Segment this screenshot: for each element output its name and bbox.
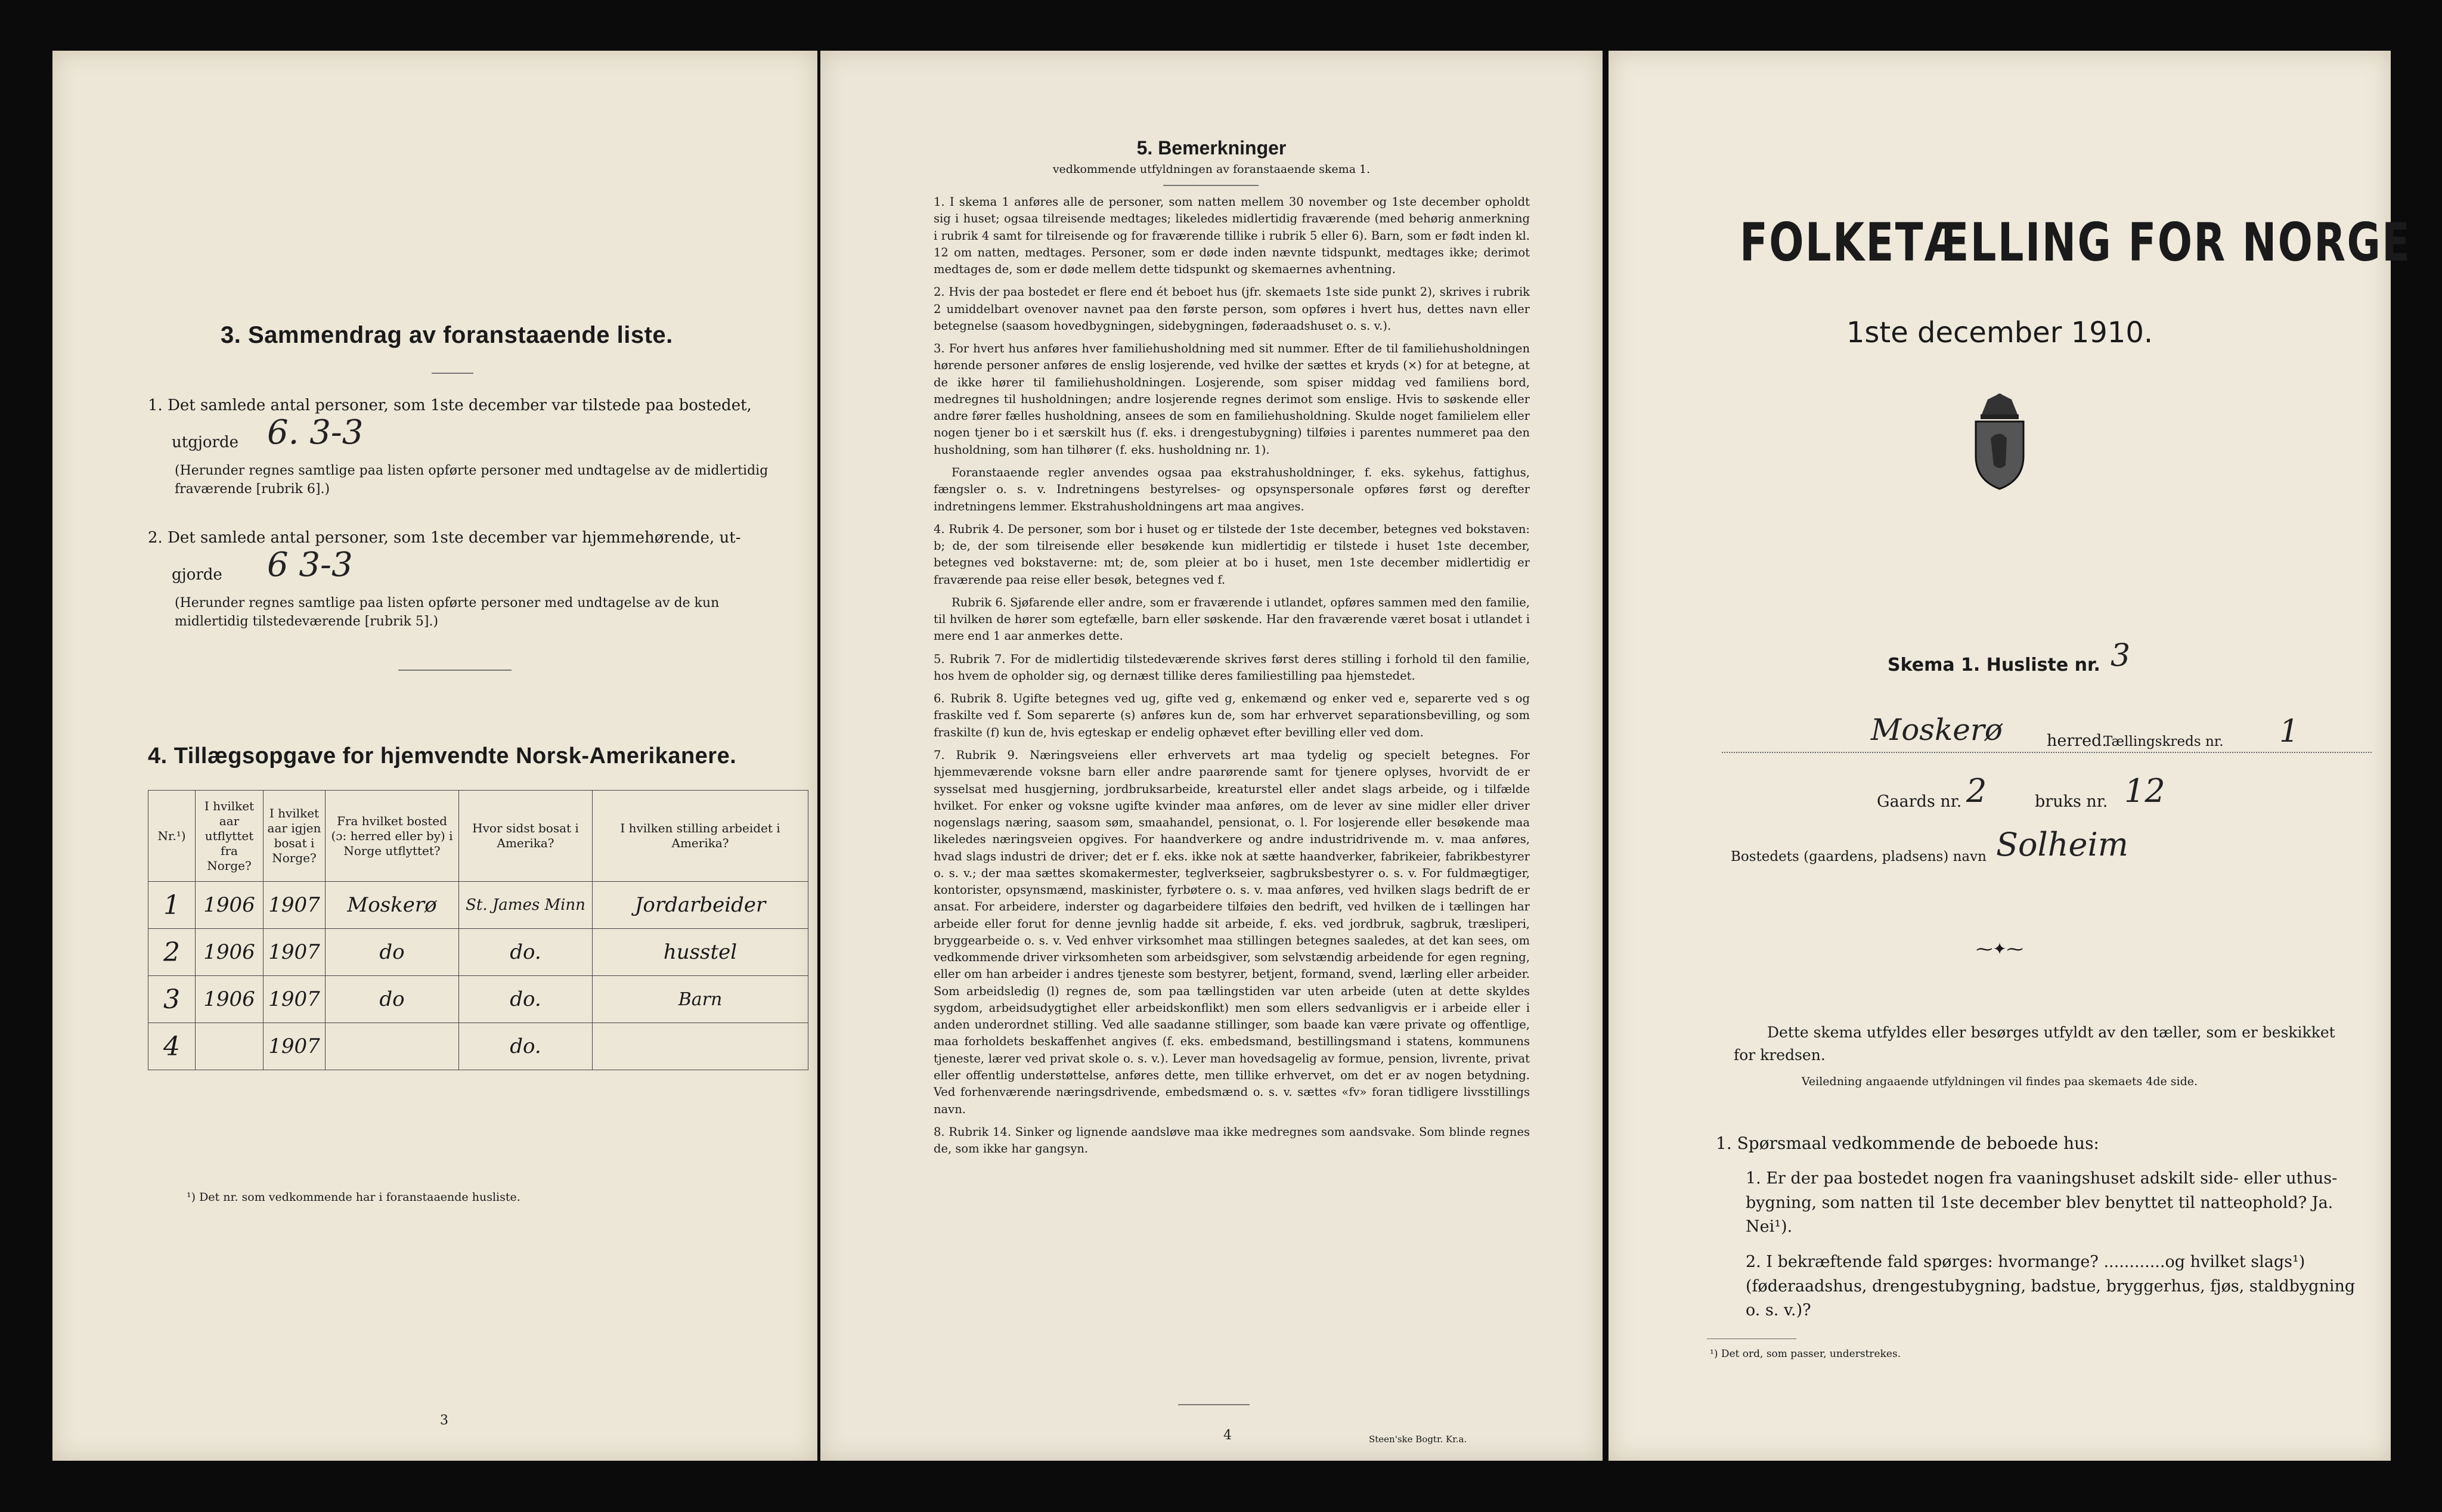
remark-2: 2. Hvis der paa bostedet er flere end ét beboet hus (jfr. skemaets 1ste side punkt 2), skrives i rubrik 2 umiddelbart ovenover navnet paa den første person, som opføres i hvert hus, dettes navn eller betegnelse (saasom hovedbygningen, sidebygningen, føderaadshuset o. s. v.). <box>934 285 1530 333</box>
col-nr: Nr.¹) <box>148 791 196 882</box>
kreds-value: 1 <box>2279 714 2300 749</box>
footnote: ¹) Det ord, som passer, understrekes. <box>1710 1348 1901 1360</box>
remark-1: 1. I skema 1 anføres alle de personer, som natten mellem 30 november og 1ste december opholdt sig i huset; ogsaa tilreisende medtages; likeledes midlertidig fraværende (med behørig anmerkning i rubrik 4 samt for tilreisende og for fraværende tillike i rubrik 5 eller 6). Barn, som er født inden kl. 12 om natten, medtages. Personer, som er døde inden nævnte tidspunkt, medtages ikke; derimot medtages de, som er døde mellem dette tidspunkt og skemaernes avhentning. <box>934 195 1530 277</box>
remark-8: 8. Rubrik 14. Sinker og lignende aandsløve maa ikke medregnes som aandsvake. Som blinde regnes de, som ikke har gangsyn. <box>934 1124 1530 1156</box>
cell-nr: 3 <box>148 976 196 1023</box>
norsk-amerikanere-table <box>148 790 808 1070</box>
cell-out: 1906 <box>196 882 264 929</box>
bruks-label: bruks nr. <box>2035 792 2108 811</box>
table-row <box>148 882 808 929</box>
table-row <box>148 976 808 1023</box>
cell-where: do. <box>459 976 593 1023</box>
husliste-nr: 3 <box>2111 638 2131 674</box>
herred-value: Moskerø <box>1871 712 2003 747</box>
herred-label: herred. <box>2047 732 2108 750</box>
coat-of-arms-icon <box>1964 391 2035 494</box>
cell-from <box>326 1023 459 1070</box>
col-where: Hvor sidst bosat i Amerika? <box>459 791 593 882</box>
remarks-subtitle: vedkommende utfyldningen av foranstaaende skema 1. <box>1052 163 1371 176</box>
ornament: ⁓✦⁓ <box>1976 939 2023 959</box>
summary-item2: 2. Det samlede antal personer, som 1ste december var hjemmehørende, ut- <box>148 529 741 547</box>
cell-work: husstel <box>593 929 808 976</box>
bosted-label: Bostedets (gaardens, pladsens) navn <box>1731 849 1987 865</box>
table-row <box>148 1023 808 1070</box>
col-out: I hvilket aar utflyttet fra Norge? <box>196 791 264 882</box>
remark-3: 3. For hvert hus anføres hver familiehusholdning med sit nummer. Efter de til familiehusholdningen hørende personer anføres de enslig losjerende, ved hvilke der sættes et kryds (×) for at betegne, at de ikke hører til familiehusholdningen. Losjerende, som spiser middag ved familiens bord, medregnes til husholdningen; andre losjerende regnes derimot som enslige. Hvis to søskende eller andre fører fælles husholdning, ansees de som en familiehusholdning. Skulde noget familielem eller nogen tjener bo i et særskilt hus (f. eks. i drengestubygning) tilføies i parentes nummeret paa den husholdning, som han tilhører (f. eks. husholdning nr. 1). <box>934 342 1530 457</box>
cell-back: 1907 <box>264 1023 326 1070</box>
supplement-title: 4. Tillægsopgave for hjemvendte Norsk-Amerikanere. <box>148 743 737 769</box>
gaards-label: Gaards nr. <box>1877 792 1962 811</box>
cell-out <box>196 1023 264 1070</box>
cell-work: Jordarbeider <box>593 882 808 929</box>
main-title: FOLKETÆLLING FOR NORGE <box>1740 212 2412 273</box>
remark-5: 5. Rubrik 7. For de midlertidig tilstedeværende skrives først deres stilling i forhold til den familie, hos hvem de opholder sig, og dernæst tillike deres familiestilling paa hjemstedet. <box>934 652 1530 683</box>
kreds-label: Tællingskreds nr. <box>2103 734 2224 749</box>
cell-where: do. <box>459 1023 593 1070</box>
cell-nr: 2 <box>148 929 196 976</box>
remark-3b: Foranstaaende regler anvendes ogsaa paa ekstrahusholdninger, f. eks. sykehus, fattighus, fængsler o. s. v. Indretningens bestyrelses- og opsynspersonale opføres først og derefter indretningens lemmer. Ekstrahusholdningens art maa angives. <box>934 465 1530 513</box>
dotted-line <box>1722 752 2372 753</box>
middle-page <box>820 51 1603 1461</box>
summary-item1-value: 6. 3-3 <box>267 413 364 452</box>
summary-title: 3. Sammendrag av foranstaaende liste. <box>221 322 673 348</box>
guidance-text: Veiledning angaaende utfyldningen vil findes paa skemaets 4de side. <box>1801 1075 2198 1088</box>
page-number: 4 <box>1223 1428 1232 1443</box>
remarks-body <box>934 194 1530 1163</box>
cell-from: Moskerø <box>326 882 459 929</box>
cell-from: do <box>326 976 459 1023</box>
supplement-footnote: ¹) Det nr. som vedkommende har i foranstaaende husliste. <box>187 1191 520 1204</box>
divider <box>398 670 512 671</box>
cell-back: 1907 <box>264 976 326 1023</box>
bosted-value: Solheim <box>1996 826 2128 863</box>
col-work: I hvilken stilling arbeidet i Amerika? <box>593 791 808 882</box>
cell-from: do <box>326 929 459 976</box>
remark-6: 6. Rubrik 8. Ugifte betegnes ved ug, gifte ved g, enkemænd og enker ved e, separerte ved s og fraskilte ved f. Som separerte (s) anføres kun de, som har erhvervet separationsbevilling, og som fraskilte (f) kun de, hvis egteskap er endelig ophævet efter bevilling eller ved dom. <box>934 692 1530 739</box>
table-row <box>148 929 808 976</box>
instruction-text: Dette skema utfyldes eller besørges utfyldt av den tæller, som er beskikket for kredsen. <box>1734 1024 2335 1064</box>
page-number: 3 <box>440 1413 448 1428</box>
cell-where: St. James Minn <box>459 882 593 929</box>
remark-4b: Rubrik 6. Sjøfarende eller andre, som er fraværende i utlandet, opføres sammen med den familie, til hvilken de hører som egtefælle, barn eller søskende. Har den fraværende været bosat i utlandet i mere end 1 aar anmerkes dette. <box>934 595 1530 643</box>
gaards-value: 2 <box>1966 772 1987 810</box>
cell-work <box>593 1023 808 1070</box>
summary-item1: 1. Det samlede antal personer, som 1ste december var tilstede paa bostedet, <box>148 396 752 414</box>
divider <box>1163 185 1259 186</box>
skema-label: Skema 1. Husliste nr. <box>1888 655 2100 676</box>
right-page <box>1609 51 2412 1461</box>
cell-out: 1906 <box>196 976 264 1023</box>
cell-out: 1906 <box>196 929 264 976</box>
divider <box>432 373 473 374</box>
summary-item2-value: 6 3-3 <box>267 546 353 584</box>
cell-back: 1907 <box>264 929 326 976</box>
cell-nr: 4 <box>148 1023 196 1070</box>
summary-item1-note: (Herunder regnes samtlige paa listen opførte personer med undtagelse av de midlertidig fraværende [rubrik 6].) <box>175 463 768 497</box>
divider <box>1178 1404 1250 1405</box>
cell-back: 1907 <box>264 882 326 929</box>
col-from: Fra hvilket bosted (ɔ: herred eller by) i Norge utflyttet? <box>326 791 459 882</box>
question-2: 2. I bekræftende fald spørges: hvormange? ............og hvilket slags¹) (føderaadshus, drengestubygning, badstue, bryggerhus, fjøs, staldbygning o. s. v.)? <box>1746 1253 2356 1319</box>
printer-mark: Steen'ske Bogtr. Kr.a. <box>1369 1434 1467 1445</box>
cell-work: Barn <box>593 976 808 1023</box>
date-title: 1ste december 1910. <box>1846 316 2153 349</box>
cell-nr: 1 <box>148 882 196 929</box>
left-page <box>52 51 817 1461</box>
summary-item1-label: utgjorde <box>172 433 239 451</box>
remark-4: 4. Rubrik 4. De personer, som bor i huset og er tilstede der 1ste december, betegnes ved bokstaven: b; de, der som tilreisende eller besøkende kun midlertidig er tilstede i huset 1ste december, betegnes ved bokstaverne: mt; de, som pleier at bo i huset, men 1ste december midlertidig er fraværende paa reise eller besøk, betegnes ved f. <box>934 522 1530 587</box>
question-1: 1. Er der paa bostedet nogen fra vaaningshuset adskilt side- eller uthus-bygning, som natten til 1ste december blev benyttet til natteophold? Ja. Nei¹). <box>1746 1169 2338 1236</box>
summary-item2-note: (Herunder regnes samtlige paa listen opførte personer med undtagelse av de kun midlertidig tilstedeværende [rubrik 5].) <box>175 596 720 629</box>
remarks-title: 5. Bemerkninger <box>1136 137 1287 159</box>
questions-heading: 1. Spørsmaal vedkommende de beboede hus: <box>1716 1133 2099 1153</box>
summary-item2-label: gjorde <box>172 566 222 584</box>
col-back: I hvilket aar igjen bosat i Norge? <box>264 791 326 882</box>
bruks-value: 12 <box>2124 772 2165 810</box>
cell-where: do. <box>459 929 593 976</box>
remark-7: 7. Rubrik 9. Næringsveiens eller erhvervets art maa tydelig og specielt betegnes. For hjemmeværende voksne barn eller andre paarørende samt for tjenere oplyses, hvorvidt de er sysselsat med husgjerning, jordbruksarbeide, kreaturstel eller andet slags arbeide, og i tilfælde hvilket. For enker og voksne ugifte kvinder maa anføres, om de lever av sine midler eller driver nogenslags næring, saasom søm, smaahandel, pensionat, o. l. For losjerende eller besøkende maa likeledes næringsveien opgives. For haandverkere og andre industridrivende m. v. maa anføres, hvad slags industri de driver; det er f. eks. ikke nok at sætte haandverker, fabrikeier, fabrikbestyrer o. s. v.; der maa sættes skomakermester, teglverkseier, sagbruksbestyrer o. s. v. For fuldmægtiger, kontorister, opsynsmænd, maskinister, fyrbøtere o. s. v. maa anføres, ved hvilken slags bedrift de er ansat. For arbeidere, inderster og dagarbeidere tilføies den bedrift, ved hvilken de i tællingen har arbeide eller forut for denne jevnlig hadde sit arbeide, f. eks. ved jordbruk, sagbruk, træsliperi, bryggearbeide o. s. v. Ved enhver virksomhet maa stillingen betegnes saaledes, at det kan sees, om vedkommende driver virksomheten som arbeidsgiver, som selvstændig arbeidende for egen regning, eller om han arbeider i andres tjeneste som bestyrer, betjent, formand, svend, lærling eller arbeider. Som arbeidsledig (l) regnes de, som paa tællingstiden var uten arbeide (uten at dette skyldes sygdom, arbeidsudygtighet eller arbeidskonflikt) men som ellers sedvanligvis er i arbeide eller i anden underordnet stilling. Ved alle saadanne stillinger, som baade kan være private og offentlige, maa forholdets beskaffenhet angives (f. eks. embedsmand, bestillingsmand i statens, kommunens tjeneste, lærer ved privat skole o. s. v.). Lever man hovedsagelig av formue, pension, livrente, privat eller offentlig understøttelse, anføres dette, men tillike erhvervet, om det er av nogen betydning. Ved forhenværende næringsdrivende, embedsmænd o. s. v. sættes «fv» foran tidligere livsstillings navn. <box>934 748 1530 1116</box>
